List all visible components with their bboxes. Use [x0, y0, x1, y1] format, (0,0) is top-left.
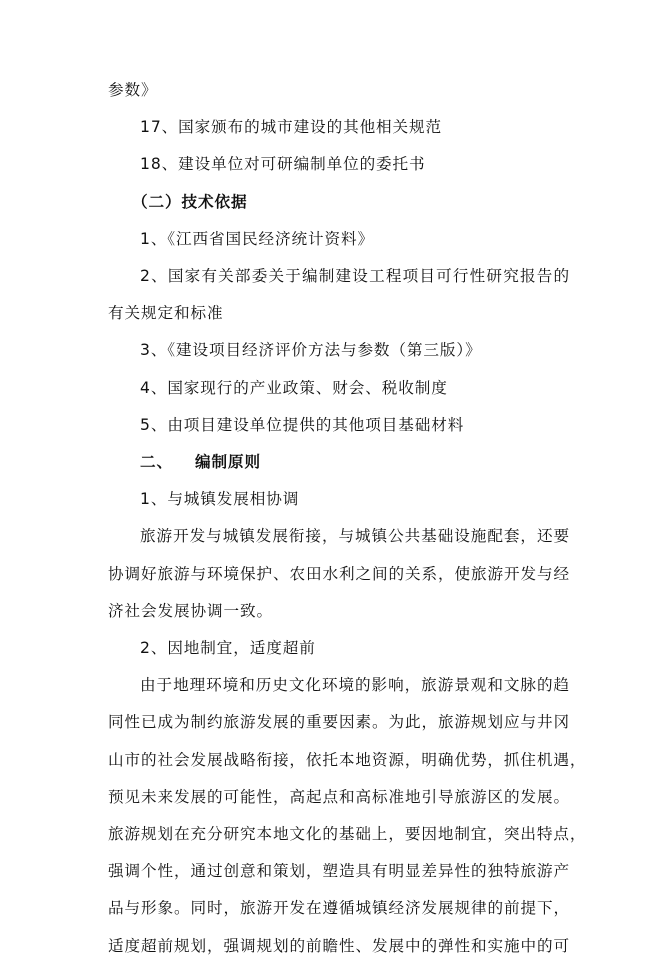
principle-2-title: 2、因地制宜，适度超前: [140, 639, 316, 657]
paragraph-2-line-6: 强调个性，通过创意和策划，塑造具有明显差异性的独特旅游产: [108, 862, 570, 881]
list-item-18: 18、建设单位对可研编制单位的委托书: [140, 155, 426, 174]
paragraph-2-line-7: 品与形象。同时，旅游开发在遵循城镇经济发展规律的前提下，: [108, 899, 570, 918]
paragraph-2-line-3: 山市的社会发展战略衔接，依托本地资源，明确优势，抓住机遇，: [108, 750, 587, 769]
list-item-4-policy: 4、国家现行的产业政策、财会、税收制度: [140, 378, 448, 397]
paragraph-2-line-5: 旅游规划在充分研究本地文化的基础上，要因地制宜，突出特点，: [108, 825, 587, 843]
list-item-2-line-2: 有关规定和标准: [108, 304, 224, 323]
list-item-5-materials: 5、由项目建设单位提供的其他项目基础材料: [140, 415, 465, 434]
paragraph-1-line-2: 协调好旅游与环境保护、农田水利之间的关系，使旅游开发与经: [108, 564, 570, 583]
section-number: 二、: [140, 453, 173, 471]
principle-1-title: 1、与城镇发展相协调: [140, 490, 300, 509]
section-title: 编制原则: [195, 453, 261, 471]
list-item-17: 17、国家颁布的城市建设的其他相关规范: [140, 118, 443, 137]
paragraph-2-line-8: 适度超前规划，强调规划的前瞻性、发展中的弹性和实施中的可: [108, 936, 570, 955]
text-line-params-end: 参数》: [108, 81, 158, 99]
paragraph-2-line-2: 同性已成为制约旅游发展的重要因素。为此，旅游规划应与井冈: [108, 713, 570, 732]
section-heading-principles: [140, 452, 261, 472]
paragraph-2-line-4: 预见未来发展的可能性，高起点和高标准地引导旅游区的发展。: [108, 787, 570, 806]
paragraph-1-line-3: 济社会发展协调一致。: [108, 601, 273, 620]
paragraph-2-line-1: 由于地理环境和历史文化环境的影响，旅游景观和文脉的趋: [140, 676, 570, 695]
list-item-1-statistics: 1、《江西省国民经济统计资料》: [140, 229, 374, 248]
list-item-2-line-1: 2、国家有关部委关于编制建设工程项目可行性研究报告的: [140, 267, 570, 285]
list-item-3-evaluation: 3、《建设项目经济评价方法与参数（第三版）》: [140, 341, 482, 360]
section-heading-technical-basis: （二）技术依据: [132, 192, 248, 211]
paragraph-1-line-1: 旅游开发与城镇发展衔接，与城镇公共基础设施配套，还要: [140, 527, 570, 546]
